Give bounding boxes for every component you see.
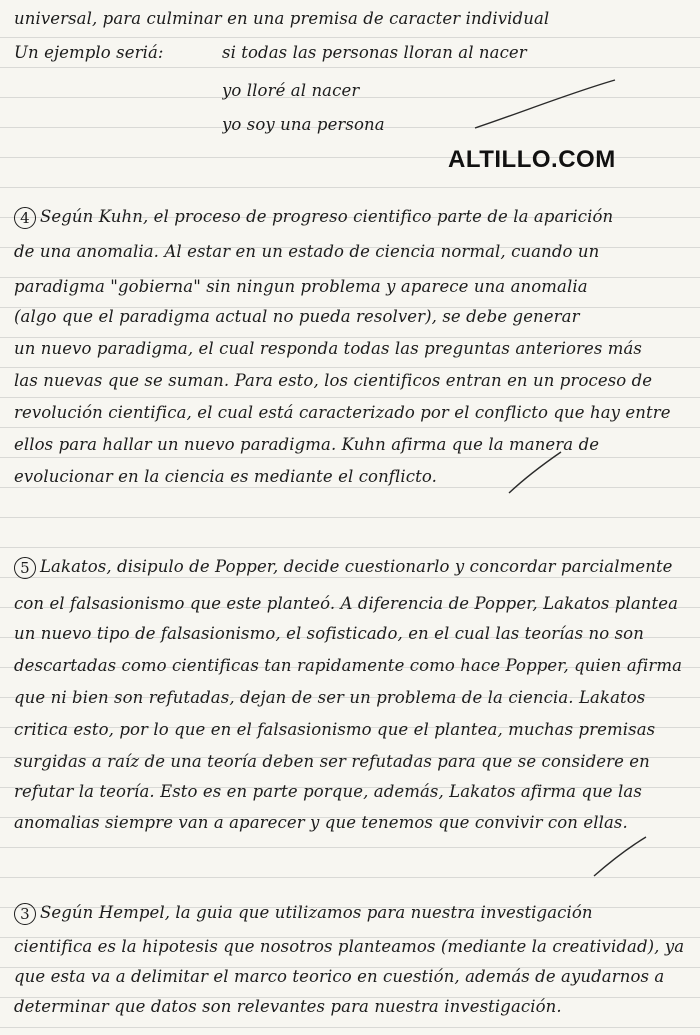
question-number-badge: 5 bbox=[14, 557, 36, 579]
example-premise-1: si todas las personas lloran al nacer bbox=[222, 43, 527, 62]
answer-4-line-6: las nuevas que se suman. Para esto, los cientificos entran en un proceso de bbox=[14, 371, 653, 390]
answer-5-line-7: surgidas a raíz de una teoría deben ser refutadas para que se considere en bbox=[14, 752, 650, 771]
question-number-badge: 3 bbox=[14, 903, 36, 925]
answer-4-line-4: (algo que el paradigma actual no pueda resolver), se debe generar bbox=[14, 307, 580, 326]
answer-4-line-3: paradigma "gobierna" sin ningun problema y aparece una anomalia bbox=[14, 277, 588, 296]
answer-5-line-4: descartadas como cientificas tan rapidamente como hace Popper, quien afirma bbox=[14, 656, 683, 675]
answer-5-line-2: con el falsasionismo que este planteó. A diferencia de Popper, Lakatos plantea bbox=[14, 594, 679, 613]
check-mark-icon bbox=[590, 832, 650, 882]
example-premise-2: yo lloré al nacer bbox=[222, 81, 360, 100]
answer-5-line-9: anomalias siempre van a aparecer y que tenemos que convivir con ellas. bbox=[14, 813, 628, 832]
answer-4-line-8: ellos para hallar un nuevo paradigma. Kuhn afirma que la manera de bbox=[14, 435, 600, 454]
answer-5-line-6: critica esto, por lo que en el falsasionismo que el plantea, muchas premisas bbox=[14, 720, 656, 739]
check-mark-icon bbox=[470, 78, 620, 138]
answer-4-line-1: 4 Según Kuhn, el proceso de progreso cientifico parte de la aparición bbox=[14, 206, 690, 229]
answer-3-line-3: que esta va a delimitar el marco teorico en cuestión, además de ayudarnos a bbox=[14, 967, 665, 986]
check-mark-icon bbox=[505, 448, 565, 498]
answer-4-line-5: un nuevo paradigma, el cual responda todas las preguntas anteriores más bbox=[14, 339, 643, 358]
answer-4-line-9: evolucionar en la ciencia es mediante el conflicto. bbox=[14, 467, 437, 486]
answer-3-line-4: determinar que datos son relevantes para nuestra investigación. bbox=[14, 997, 562, 1016]
answer-5-line-3: un nuevo tipo de falsasionismo, el sofisticado, en el cual las teorías no son bbox=[14, 624, 644, 643]
example-label: Un ejemplo seriá: bbox=[14, 43, 164, 62]
answer-5-line-5: que ni bien son refutadas, dejan de ser un problema de la ciencia. Lakatos bbox=[14, 688, 646, 707]
answer-4-line-7: revolución cientifica, el cual está caracterizado por el conflicto que hay entre bbox=[14, 403, 671, 422]
answer-5-line-8: refutar la teoría. Esto es en parte porque, además, Lakatos afirma que las bbox=[14, 782, 642, 801]
answer-3-line-2: cientifica es la hipotesis que nosotros planteamos (mediante la creatividad), ya bbox=[14, 937, 685, 956]
answer-5-line-1: 5 Lakatos, disipulo de Popper, decide cuestionarlo y concordar parcialmente bbox=[14, 556, 690, 579]
text-line: universal, para culminar en una premisa de caracter individual bbox=[14, 9, 550, 28]
answer-4-line-2: de una anomalia. Al estar en un estado de ciencia normal, cuando un bbox=[14, 242, 600, 261]
answer-3-line-1: 3 Según Hempel, la guia que utilizamos para nuestra investigación bbox=[14, 902, 690, 925]
example-premise-3: yo soy una persona bbox=[222, 115, 385, 134]
watermark-logo: ALTILLO.COM bbox=[448, 146, 616, 173]
question-number-badge: 4 bbox=[14, 207, 36, 229]
